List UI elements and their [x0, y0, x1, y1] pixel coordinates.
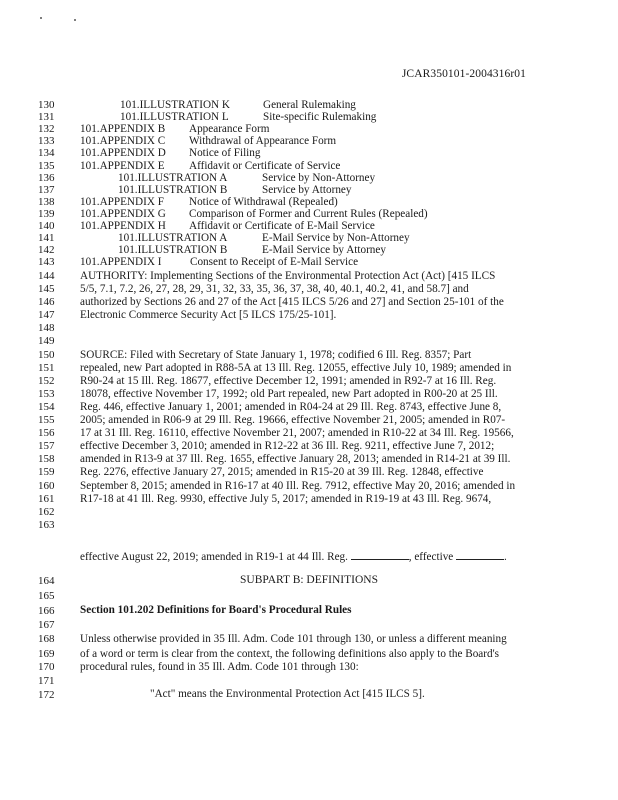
- toc-label: 101.ILLUSTRATION B: [118, 183, 228, 196]
- line-number: 167: [38, 619, 55, 631]
- toc-label: 101.ILLUSTRATION L: [120, 111, 229, 124]
- source-last-line: [80, 550, 507, 563]
- line-number: 169: [38, 648, 55, 660]
- line-number: 148: [38, 322, 55, 334]
- source-line: repealed, new Part adopted in R88-5A at 13 Ill. Reg. 12055, effective July 10, 1989; amended in: [80, 362, 512, 375]
- line-number: 152: [38, 375, 55, 388]
- source-line: R90-24 at 15 Ill. Reg. 18677, effective December 12, 1991; amended in R92-7 at 16 Ill. Reg.: [80, 375, 497, 388]
- line-number: 159: [38, 466, 55, 479]
- source-line: SOURCE: Filed with Secretary of State January 1, 1978; codified 6 Ill. Reg. 8357; Part: [80, 349, 472, 361]
- toc-title: E-Mail Service by Attorney: [262, 244, 386, 257]
- line-number: 141: [38, 232, 55, 245]
- line-number: 153: [38, 388, 55, 401]
- line-number: 140: [38, 220, 55, 232]
- line-number: 143: [38, 256, 55, 269]
- toc-label: 101.APPENDIX G: [80, 207, 166, 220]
- toc-title: Site-specific Rulemaking: [263, 111, 377, 124]
- source-line: Reg. 2276, effective January 27, 2015; amended in R15-20 at 39 Ill. Reg. 12848, effective: [80, 466, 484, 479]
- line-number: 164: [38, 575, 55, 587]
- subpart-heading: SUBPART B: DEFINITIONS: [240, 574, 378, 586]
- line-number: 144: [38, 270, 55, 282]
- source-line: 2005; amended in R06-9 at 29 Ill. Reg. 19666, effective November 21, 2005; amended in R07-: [80, 414, 506, 427]
- source-line: Reg. 446, effective January 1, 2001; amended in R04-24 at 29 Ill. Reg. 8743, effective June 8,: [80, 401, 502, 414]
- line-number: 155: [38, 414, 55, 427]
- authority-line: authorized by Sections 26 and 27 of the Act [415 ILCS 5/26 and 27] and Section 25-101 of the: [80, 296, 504, 308]
- source-line: September 8, 2015; amended in R16-17 at 40 Ill. Reg. 7912, effective May 20, 2016; amended in: [80, 479, 516, 492]
- source-last-end: .: [504, 551, 507, 563]
- source-last-prefix: effective August 22, 2019; amended in R19-1 at 44 Ill. Reg.: [80, 551, 348, 563]
- effective-blank: [456, 550, 504, 560]
- intro-line: procedural rules, found in 35 Ill. Adm. Code 101 through 130:: [80, 661, 359, 673]
- toc-title: E-Mail Service by Non-Attorney: [262, 232, 410, 245]
- toc-label: 101.ILLUSTRATION K: [120, 99, 230, 111]
- line-number: 147: [38, 309, 55, 321]
- line-number: 156: [38, 427, 55, 440]
- toc-label: 101.APPENDIX D: [80, 147, 166, 160]
- toc-label: 101.APPENDIX E: [80, 159, 165, 172]
- line-number: 134: [38, 147, 55, 160]
- line-number: 133: [38, 135, 55, 148]
- scan-artifact: [74, 19, 76, 21]
- toc-title: Notice of Filing: [189, 147, 261, 160]
- line-number: 163: [38, 518, 55, 531]
- line-number: 149: [38, 335, 55, 347]
- source-line: R17-18 at 41 Ill. Reg. 9930, effective July 5, 2017; amended in R19-19 at 43 Ill. Reg. 9674,: [80, 492, 492, 505]
- toc-label: 101.APPENDIX I: [80, 256, 162, 269]
- line-number: 154: [38, 401, 55, 414]
- line-number: 135: [38, 159, 55, 172]
- definition-act: "Act" means the Environmental Protection Act [415 ILCS 5].: [150, 688, 425, 700]
- line-number: 157: [38, 440, 55, 453]
- line-number: 158: [38, 453, 55, 466]
- toc-label: 101.ILLUSTRATION A: [118, 232, 228, 245]
- toc-label: 101.APPENDIX H: [80, 220, 166, 232]
- source-line: 18078, effective November 17, 1992; old Part repealed, new Part adopted in R00-20 at 25 Ill.: [80, 388, 498, 401]
- line-number: 168: [38, 633, 55, 645]
- toc-title: General Rulemaking: [263, 99, 356, 111]
- toc-title: Notice of Withdrawal (Repealed): [189, 195, 338, 208]
- line-number: 151: [38, 362, 55, 375]
- line-number: 136: [38, 171, 55, 184]
- toc-label: 101.ILLUSTRATION A: [118, 171, 228, 184]
- toc-label: 101.APPENDIX F: [80, 195, 164, 208]
- line-number: 166: [38, 605, 55, 617]
- line-number: 132: [38, 123, 55, 136]
- reg-blank: [351, 550, 409, 560]
- authority-line: Electronic Commerce Security Act [5 ILCS 175/25-101].: [80, 309, 337, 321]
- toc-title: Comparison of Former and Current Rules (Repealed): [189, 207, 428, 220]
- line-number: 160: [38, 479, 55, 492]
- line-number: 137: [38, 183, 55, 196]
- toc-title: Affidavit or Certificate of E-Mail Service: [189, 220, 375, 232]
- line-number: 130: [38, 99, 55, 111]
- toc-title: Service by Non-Attorney: [262, 171, 376, 184]
- line-number: 131: [38, 111, 55, 124]
- scan-artifact: [40, 17, 42, 19]
- toc-title: Consent to Receipt of E-Mail Service: [190, 256, 359, 269]
- authority-line: 5/5, 7.1, 7.2, 26, 27, 28, 29, 31, 32, 33, 35, 36, 37, 38, 40, 40.1, 40.2, 41, and 58.7] and: [80, 283, 469, 295]
- source-line: amended in R13-9 at 37 Ill. Reg. 1655, effective January 28, 2013; amended in R14-21 at 39 Ill.: [80, 453, 511, 466]
- line-number: 138: [38, 195, 55, 208]
- source-line: 17 at 31 Ill. Reg. 16110, effective November 21, 2007; amended in R10-22 at 34 Ill. Reg. 19566,: [80, 427, 514, 440]
- line-number: 171: [38, 675, 55, 687]
- toc-label: 101.APPENDIX C: [80, 135, 166, 148]
- source-line: effective December 3, 2010; amended in R12-22 at 36 Ill. Reg. 9211, effective June 7, 2012;: [80, 440, 495, 453]
- toc-label: 101.ILLUSTRATION B: [118, 244, 228, 257]
- document-id: JCAR350101-2004316r01: [401, 68, 526, 80]
- line-number: 162: [38, 505, 55, 518]
- source-last-middle: , effective: [408, 551, 454, 563]
- line-number: 172: [38, 689, 55, 701]
- line-number: 145: [38, 283, 55, 295]
- line-number: 161: [38, 492, 55, 505]
- line-number: 170: [38, 661, 55, 673]
- toc-title: Service by Attorney: [262, 183, 352, 196]
- toc-title: Affidavit or Certificate of Service: [189, 159, 341, 172]
- authority-line: AUTHORITY: Implementing Sections of the Environmental Protection Act (Act) [415 ILCS: [80, 270, 496, 282]
- toc-label: 101.APPENDIX B: [80, 123, 166, 136]
- line-number: 139: [38, 207, 55, 220]
- line-number: 142: [38, 244, 55, 257]
- intro-line: Unless otherwise provided in 35 Ill. Adm. Code 101 through 130, or unless a different meaning: [80, 633, 507, 645]
- line-number: 150: [38, 349, 55, 361]
- line-number: 146: [38, 296, 55, 308]
- line-number: 165: [38, 590, 55, 602]
- toc-title: Appearance Form: [189, 123, 270, 136]
- section-heading: Section 101.202 Definitions for Board's Procedural Rules: [80, 604, 352, 616]
- intro-line: of a word or term is clear from the context, the following definitions also apply to the Board's: [80, 648, 499, 660]
- toc-title: Withdrawal of Appearance Form: [189, 135, 337, 148]
